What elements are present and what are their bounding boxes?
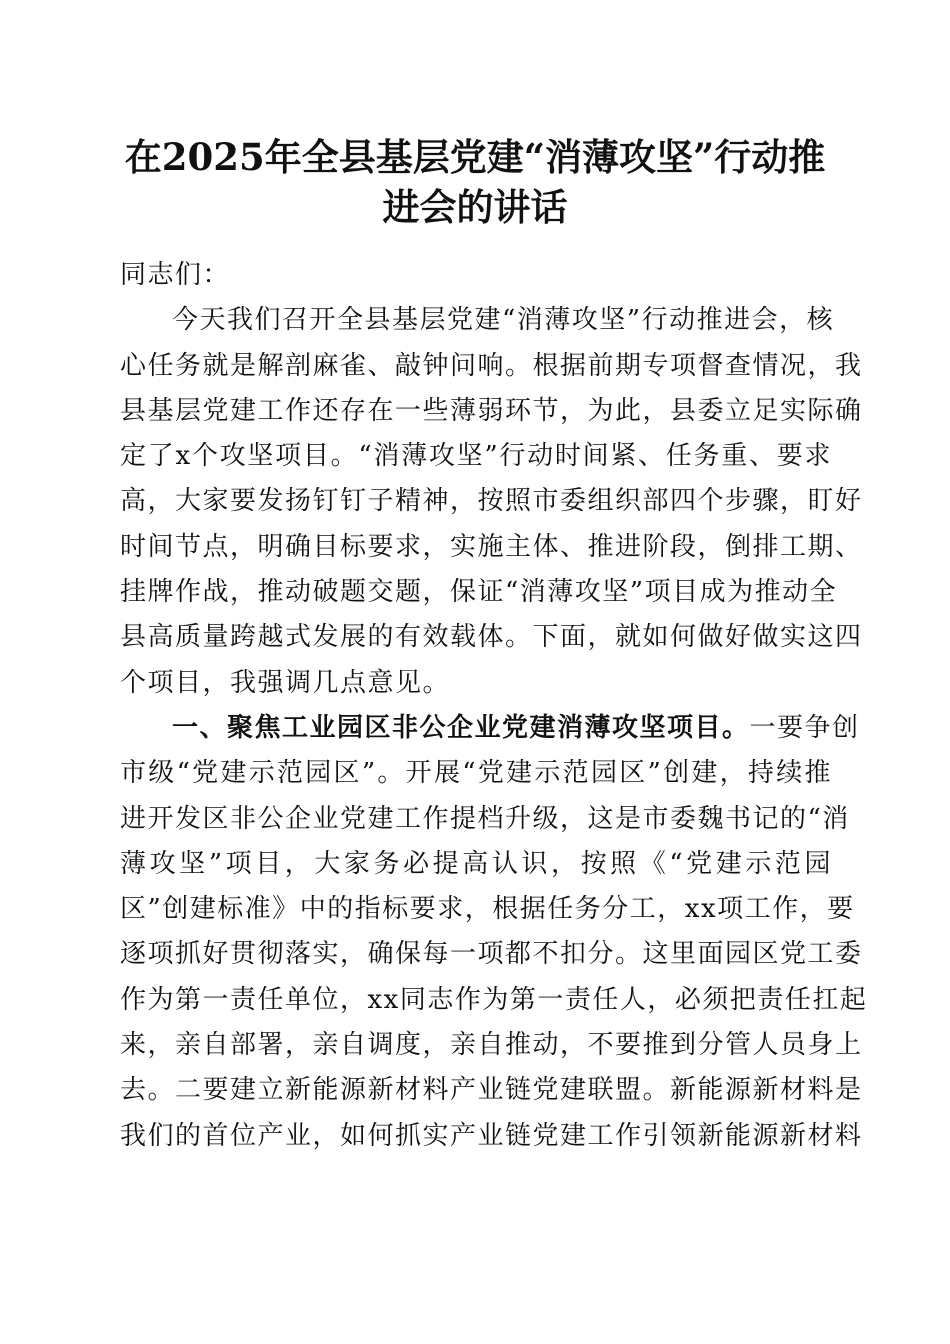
paragraph-line: 作为第一责任单位，xx同志作为第一责任人，必须把责任扛起 xyxy=(120,984,868,1015)
paragraph-line: 逐项抓好贯彻落实，确保每一项都不扣分。这里面园区党工委 xyxy=(120,939,863,970)
paragraph-line: 市级“党建示范园区”。开展“党建示范园区”创建，持续推 xyxy=(120,758,832,789)
paragraph-line: 心任务就是解剖麻雀、敲钟问响。根据前期专项督查情况，我 xyxy=(120,350,863,381)
paragraph-line: 挂牌作战，推动破题交题，保证“消薄攻坚”项目成为推动全 xyxy=(120,577,838,608)
section-heading-rest: 一要争创 xyxy=(749,712,860,743)
document-body xyxy=(120,253,868,1159)
paragraph-line: 区”创建标准》中的指标要求，根据任务分工，xx项工作，要 xyxy=(120,894,855,925)
paragraph-line: 县高质量跨越式发展的有效载体。下面，就如何做好做实这四 xyxy=(120,622,863,653)
document-title xyxy=(110,132,840,232)
paragraph-line: 个项目，我强调几点意见。 xyxy=(120,667,451,698)
paragraph-line: 进开发区非公企业党建工作提档升级，这是市委魏书记的“消 xyxy=(120,803,850,834)
section-heading-line xyxy=(120,706,860,751)
paragraph-line: 来，亲自部署，亲自调度，亲自推动，不要推到分管人员身上 xyxy=(120,1030,863,1061)
title-line: 进会的讲话 xyxy=(382,185,568,229)
paragraph-line: 薄攻坚”项目，大家务必提高认识，按照《“党建示范园 xyxy=(120,848,832,879)
paragraph-line: 我们的首位产业，如何抓实产业链党建工作引领新能源新材料 xyxy=(120,1120,863,1151)
paragraph-line: 高，大家要发扬钉钉子精神，按照市委组织部四个步骤，盯好 xyxy=(120,486,863,517)
paragraph-line: 去。二要建立新能源新材料产业链党建联盟。新能源新材料是 xyxy=(120,1075,863,1106)
paragraph-line: 今天我们召开全县基层党建“消薄攻坚”行动推进会，核 xyxy=(172,305,835,336)
title-line: 在2025年全县基层党建“消薄攻坚”行动推 xyxy=(124,135,826,179)
paragraph-line: 时间节点，明确目标要求，实施主体、推进阶段，倒排工期、 xyxy=(120,531,863,562)
paragraph-line: 定了x个攻坚项目。“消薄攻坚”行动时间紧、任务重、要求 xyxy=(120,441,832,472)
section-heading: 一、聚焦工业园区非公企业党建消薄攻坚项目。 xyxy=(172,712,750,743)
salutation: 同志们： xyxy=(120,260,231,290)
paragraph-line: 县基层党建工作还存在一些薄弱环节，为此，县委立足实际确 xyxy=(120,395,863,426)
